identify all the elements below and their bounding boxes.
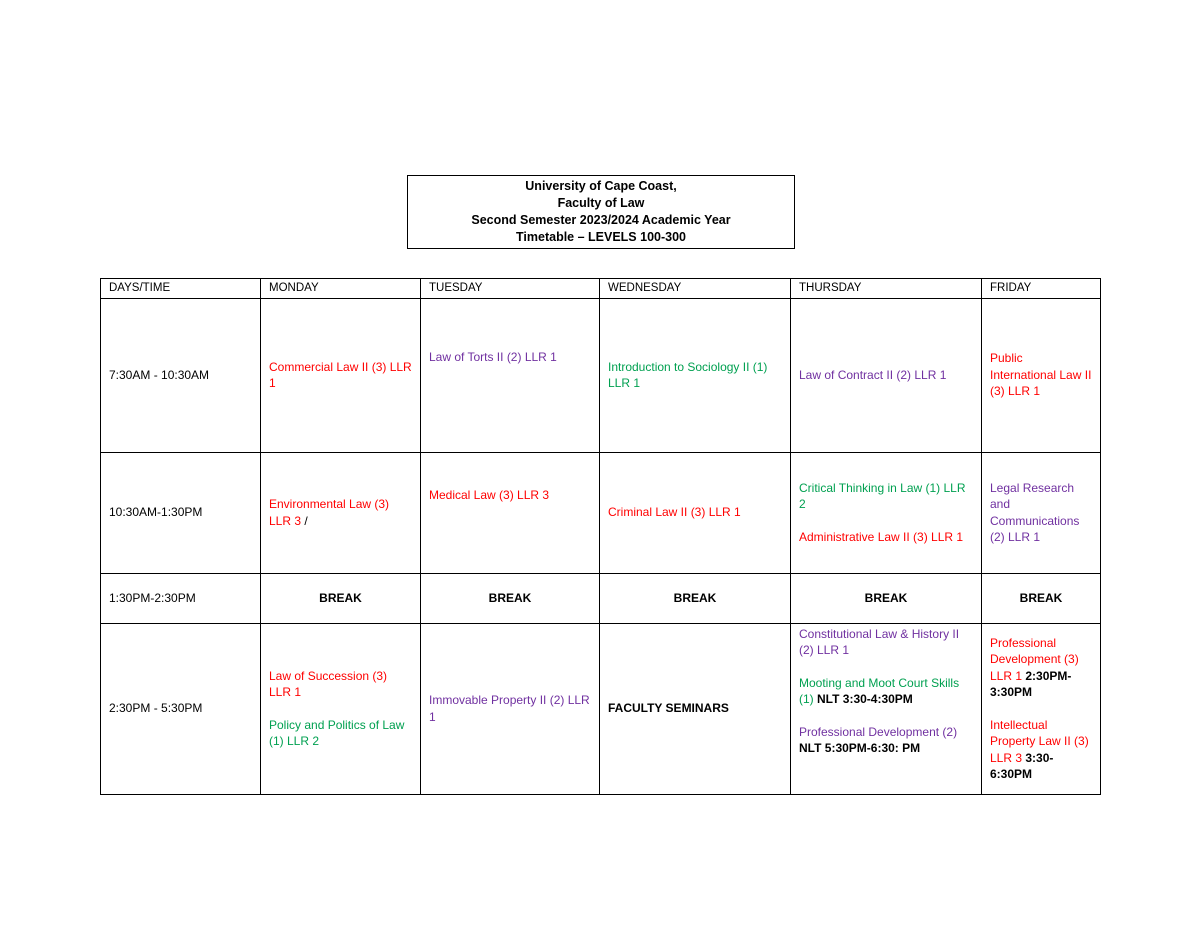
- course-medical-law: Medical Law (3) LLR 3: [429, 487, 550, 502]
- wednesday-cell: [600, 623, 791, 794]
- course-public-international-law: Public International Law II (3) LLR 1: [990, 351, 1092, 399]
- course-mooting: Mooting and Moot Court Skills (1) NLT 3:30-4:30PM: [799, 675, 960, 706]
- faculty-seminars: FACULTY SEMINARS: [608, 701, 729, 716]
- col-header-friday: FRIDAY: [982, 279, 1101, 299]
- monday-cell: [261, 623, 421, 794]
- thursday-cell: [791, 452, 982, 573]
- title-semester: Second Semester 2023/2024 Academic Year: [471, 213, 731, 227]
- course-legal-research: Legal Research and Communications (2) LLR 1: [990, 480, 1080, 544]
- col-header-days-time: DAYS/TIME: [101, 279, 261, 299]
- intellectual-property-time: 3:30-6:30PM: [990, 750, 1054, 781]
- monday-cell: [261, 452, 421, 573]
- col-header-thursday: THURSDAY: [791, 279, 982, 299]
- monday-cell: [261, 298, 421, 452]
- title-faculty: Faculty of Law: [557, 196, 645, 210]
- course-policy-politics: Policy and Politics of Law (1) LLR 2: [269, 717, 405, 748]
- title-university: University of Cape Coast,: [525, 179, 677, 193]
- friday-cell: [982, 298, 1101, 452]
- col-header-monday: MONDAY: [261, 279, 421, 299]
- course-criminal-law: Criminal Law II (3) LLR 1: [608, 505, 741, 520]
- slash-mark: /: [301, 513, 308, 528]
- course-law-of-contract: Law of Contract II (2) LLR 1: [799, 367, 947, 382]
- thursday-cell: [791, 298, 982, 452]
- col-header-wednesday: WEDNESDAY: [600, 279, 791, 299]
- break-thursday: BREAK: [791, 573, 982, 623]
- title-timetable: Timetable – LEVELS 100-300: [516, 230, 686, 244]
- course-intro-sociology: Introduction to Sociology II (1) LLR 1: [608, 359, 768, 390]
- professional-development-fri-time: 2:30PM-3:30PM: [990, 668, 1072, 699]
- wednesday-cell: [600, 298, 791, 452]
- time-cell: 1:30PM-2:30PM: [101, 573, 261, 623]
- course-commercial-law: Commercial Law II (3) LLR 1: [269, 359, 412, 390]
- course-law-of-torts: Law of Torts II (2) LLR 1: [429, 349, 557, 364]
- course-professional-development-thu: Professional Development (2): [799, 724, 958, 739]
- tuesday-cell: [421, 298, 600, 452]
- wednesday-cell: [600, 452, 791, 573]
- course-immovable-property: Immovable Property II (2) LLR 1: [429, 693, 590, 724]
- mooting-time: NLT 3:30-4:30PM: [813, 692, 913, 706]
- row-0730: [101, 298, 1101, 452]
- time-cell: 7:30AM - 10:30AM: [101, 298, 261, 452]
- friday-cell: [982, 623, 1101, 794]
- course-constitutional-law: Constitutional Law & History II (2) LLR 1: [799, 626, 960, 657]
- course-administrative-law: Administrative Law II (3) LLR 1: [799, 529, 964, 544]
- col-header-tuesday: TUESDAY: [421, 279, 600, 299]
- break-friday: BREAK: [982, 573, 1101, 623]
- row-1030: [101, 452, 1101, 573]
- professional-development-thu-time: NLT 5:30PM-6:30: PM: [799, 741, 921, 755]
- break-wednesday: BREAK: [600, 573, 791, 623]
- timetable-title-box: [407, 175, 795, 249]
- course-environmental-law: Environmental Law (3) LLR 3: [269, 497, 390, 528]
- course-critical-thinking: Critical Thinking in Law (1) LLR 2: [799, 480, 966, 512]
- break-tuesday: BREAK: [421, 573, 600, 623]
- header-row: [101, 279, 1101, 299]
- time-cell: 2:30PM - 5:30PM: [101, 623, 261, 794]
- tuesday-cell: [421, 623, 600, 794]
- course-intellectual-property: Intellectual Property Law II (3) LLR 3 3:30-6:30PM: [990, 717, 1089, 781]
- course-professional-development-fri: Professional Development (3) LLR 1 2:30PM-3:30PM: [990, 635, 1079, 699]
- break-monday: BREAK: [261, 573, 421, 623]
- time-cell: 10:30AM-1:30PM: [101, 452, 261, 573]
- thursday-cell: [791, 623, 982, 794]
- tuesday-cell: [421, 452, 600, 573]
- row-1430: [101, 623, 1101, 794]
- friday-cell: [982, 452, 1101, 573]
- timetable: [100, 278, 1101, 795]
- row-break: [101, 573, 1101, 623]
- course-law-of-succession: Law of Succession (3) LLR 1: [269, 668, 388, 699]
